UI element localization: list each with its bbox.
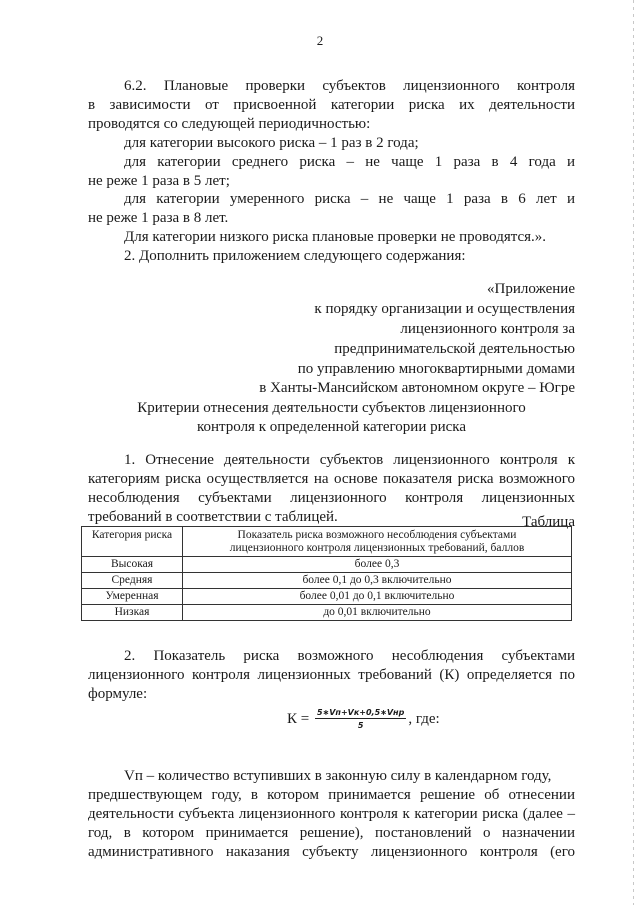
table-row: [82, 557, 572, 573]
periodicity-medium-1: для категории среднего риска – не чаще 1 раза в 4 года и: [124, 154, 575, 170]
table-header-indicator-line1: Показатель риска возможного несоблюдения субъектами: [237, 529, 517, 541]
risk-category-table: [81, 526, 572, 621]
appendix-header-line1: «Приложение: [486, 281, 575, 297]
appendix-header-line5: по управлению многоквартирными домами: [297, 361, 575, 377]
criteria-title-line2: контроля к определенной категории риска: [196, 419, 467, 435]
appendix-header-line4: предпринимательской деятельностью: [334, 341, 575, 357]
formula-denominator: 5: [357, 721, 364, 730]
table-header-category: Категория риска: [82, 527, 183, 557]
table-header-row: [82, 527, 572, 557]
table-cell-category: Высокая: [82, 557, 183, 573]
criteria-p2-line2: лицензионного контроля лицензионных требований (К) определяется по: [88, 667, 575, 683]
periodicity-medium-2: не реже 1 раза в 5 лет;: [88, 173, 230, 189]
criteria-p1-line2: категориям риска осуществляется на основе показателя риска возможного: [88, 471, 575, 487]
criteria-p1-line4: требований в соответствии с таблицей.: [88, 509, 338, 525]
formula-numerator: 5∗Vп+Vк+0,5∗Vнр: [316, 708, 405, 717]
para-6-2-line2: в зависимости от присвоенной категории риска их деятельности: [88, 97, 575, 113]
periodicity-low: Для категории низкого риска плановые проверки не проводятся.».: [124, 229, 547, 245]
appendix-header-line6: в Ханты-Мансийском автономном округе – Югре: [259, 380, 575, 396]
formula-fraction: [315, 708, 406, 730]
periodicity-high: для категории высокого риска – 1 раз в 2 года;: [124, 135, 419, 151]
table-cell-value: более 0,1 до 0,3 включительно: [183, 573, 572, 589]
formula-tail: , где:: [408, 710, 440, 727]
table-cell-value: до 0,01 включительно: [183, 605, 572, 621]
para-6-2-line1: 6.2. Плановые проверки субъектов лицензионного контроля: [124, 78, 575, 94]
table-caption: Таблица: [522, 514, 575, 530]
table-cell-value: более 0,3: [183, 557, 572, 573]
para-6-2-line3: проводятся со следующей периодичностью:: [88, 116, 371, 132]
table-cell-category: Умеренная: [82, 589, 183, 605]
table-row: [82, 605, 572, 621]
vp-definition-line5: административного наказания субъекту лицензионного контроля (его: [88, 844, 575, 860]
table-header-indicator-line2: лицензионного контроля лицензионных требований, баллов: [229, 542, 525, 554]
table-row: [82, 589, 572, 605]
criteria-p1-line3: несоблюдения субъектами лицензионного контроля лицензионных: [88, 490, 575, 506]
vp-definition-line3: деятельности субъекта лицензионного контроля к категории риска (далее –: [88, 806, 575, 822]
criteria-title-line1: Критерии отнесения деятельности субъектов лицензионного: [137, 400, 526, 416]
table-cell-category: Средняя: [82, 573, 183, 589]
table-header-indicator: [183, 527, 572, 557]
appendix-header-line2: к порядку организации и осуществления: [314, 301, 575, 317]
periodicity-moderate-1: для категории умеренного риска – не чаще 1 раза в 6 лет и: [124, 191, 575, 207]
periodicity-moderate-2: не реже 1 раза в 8 лет.: [88, 210, 229, 226]
item-2: 2. Дополнить приложением следующего содержания:: [124, 248, 466, 264]
table-row: [82, 573, 572, 589]
page-number: 2: [316, 33, 324, 48]
vp-definition-line1: Vп – количество вступивших в законную силу в календарном году,: [124, 768, 552, 784]
criteria-p2-line3: формуле:: [88, 686, 148, 702]
risk-formula: [287, 708, 440, 730]
criteria-p1-line1: 1. Отнесение деятельности субъектов лицензионного контроля к: [124, 452, 575, 468]
table-cell-category: Низкая: [82, 605, 183, 621]
formula-lhs: К =: [287, 710, 310, 727]
criteria-p2-line1: 2. Показатель риска возможного несоблюдения субъектами: [124, 648, 575, 664]
table-cell-value: более 0,01 до 0,1 включительно: [183, 589, 572, 605]
vp-definition-line4: год, в котором принимается решение), постановлений о назначении: [88, 825, 575, 841]
appendix-header-line3: лицензионного контроля за: [400, 321, 575, 337]
vp-definition-line2: предшествующем году, в котором принимается решение об отнесении: [88, 787, 575, 803]
